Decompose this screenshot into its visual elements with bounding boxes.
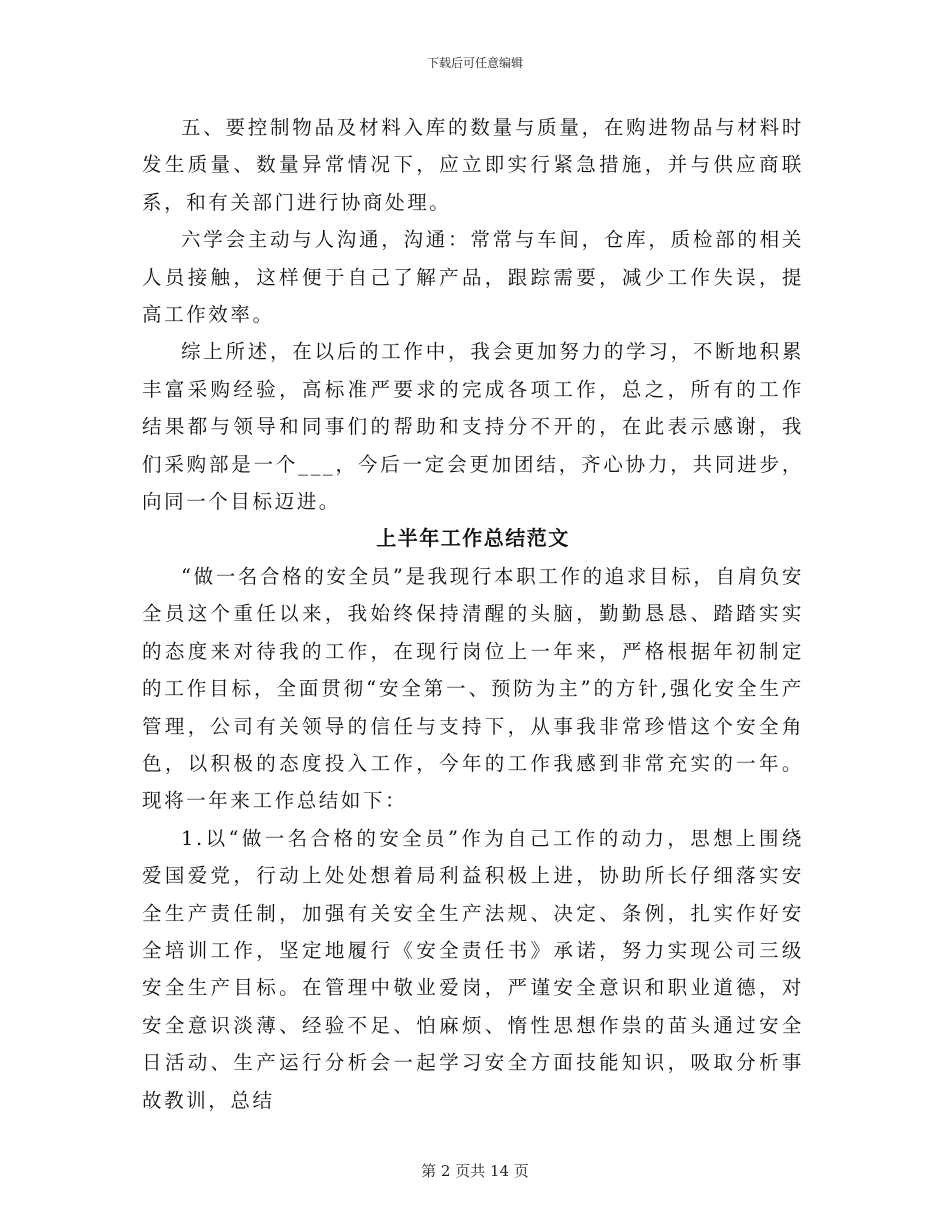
document-body [142,109,804,1119]
section-title: 上半年工作总结范文 [376,526,570,551]
page-footer: 第 2 页共 14 页 [421,1162,529,1180]
paragraph-point-1: 1.以“做一名合格的安全员”作为自己工作的动力，思想上围绕爱国爱党，行动上处处想着局利益积极上进，协助所长仔细落实安全生产责任制，加强有关安全生产法规、决定、条例，扎实作好安全培训工作，坚定地履行《安全责任书》承诺，努力实现公司三级安全生产目标。在管理中敬业爱岗，严谨安全意识和职业道德，对安全意识淡薄、经验不足、怕麻烦、惰性思想作祟的苗头通过安全日活动、生产运行分析会一起学习安全方面技能知识，吸取分析事故教训，总结 [142,826,804,1112]
paragraph-intro: “做一名合格的安全员”是我现行本职工作的追求目标，自肩负安全员这个重任以来，我始终保持清醒的头脑，勤勤恳恳、踏踏实实的态度来对待我的工作，在现行岗位上一年来，严格根据年初制定的工作目标，全面贯彻“安全第一、预防为主”的方针,强化安全生产管理，公司有关领导的信任与支持下，从事我非常珍惜这个安全角色，以积极的态度投入工作，今年的工作我感到非常充实的一年。现将一年来工作总结如下： [142,564,804,813]
paragraph-summary: 综上所述，在以后的工作中，我会更加努力的学习，不断地积累丰富采购经验，高标准严要求的完成各项工作，总之，所有的工作结果都与领导和同事们的帮助和支持分不开的，在此表示感谢，我们采购部是一个___，今后一定会更加团结，齐心协力，共同进步，向同一个目标迈进。 [142,340,804,514]
paragraph-item-6: 六学会主动与人沟通，沟通：常常与车间，仓库，质检部的相关人员接触，这样便于自己了解产品，跟踪需要，减少工作失误，提高工作效率。 [142,228,804,327]
paragraph-item-5: 五、要控制物品及材料入库的数量与质量，在购进物品与材料时发生质量、数量异常情况下，应立即实行紧急措施，并与供应商联系，和有关部门进行协商处理。 [142,116,804,214]
page-header: 下载后可任意编辑 [426,56,523,70]
